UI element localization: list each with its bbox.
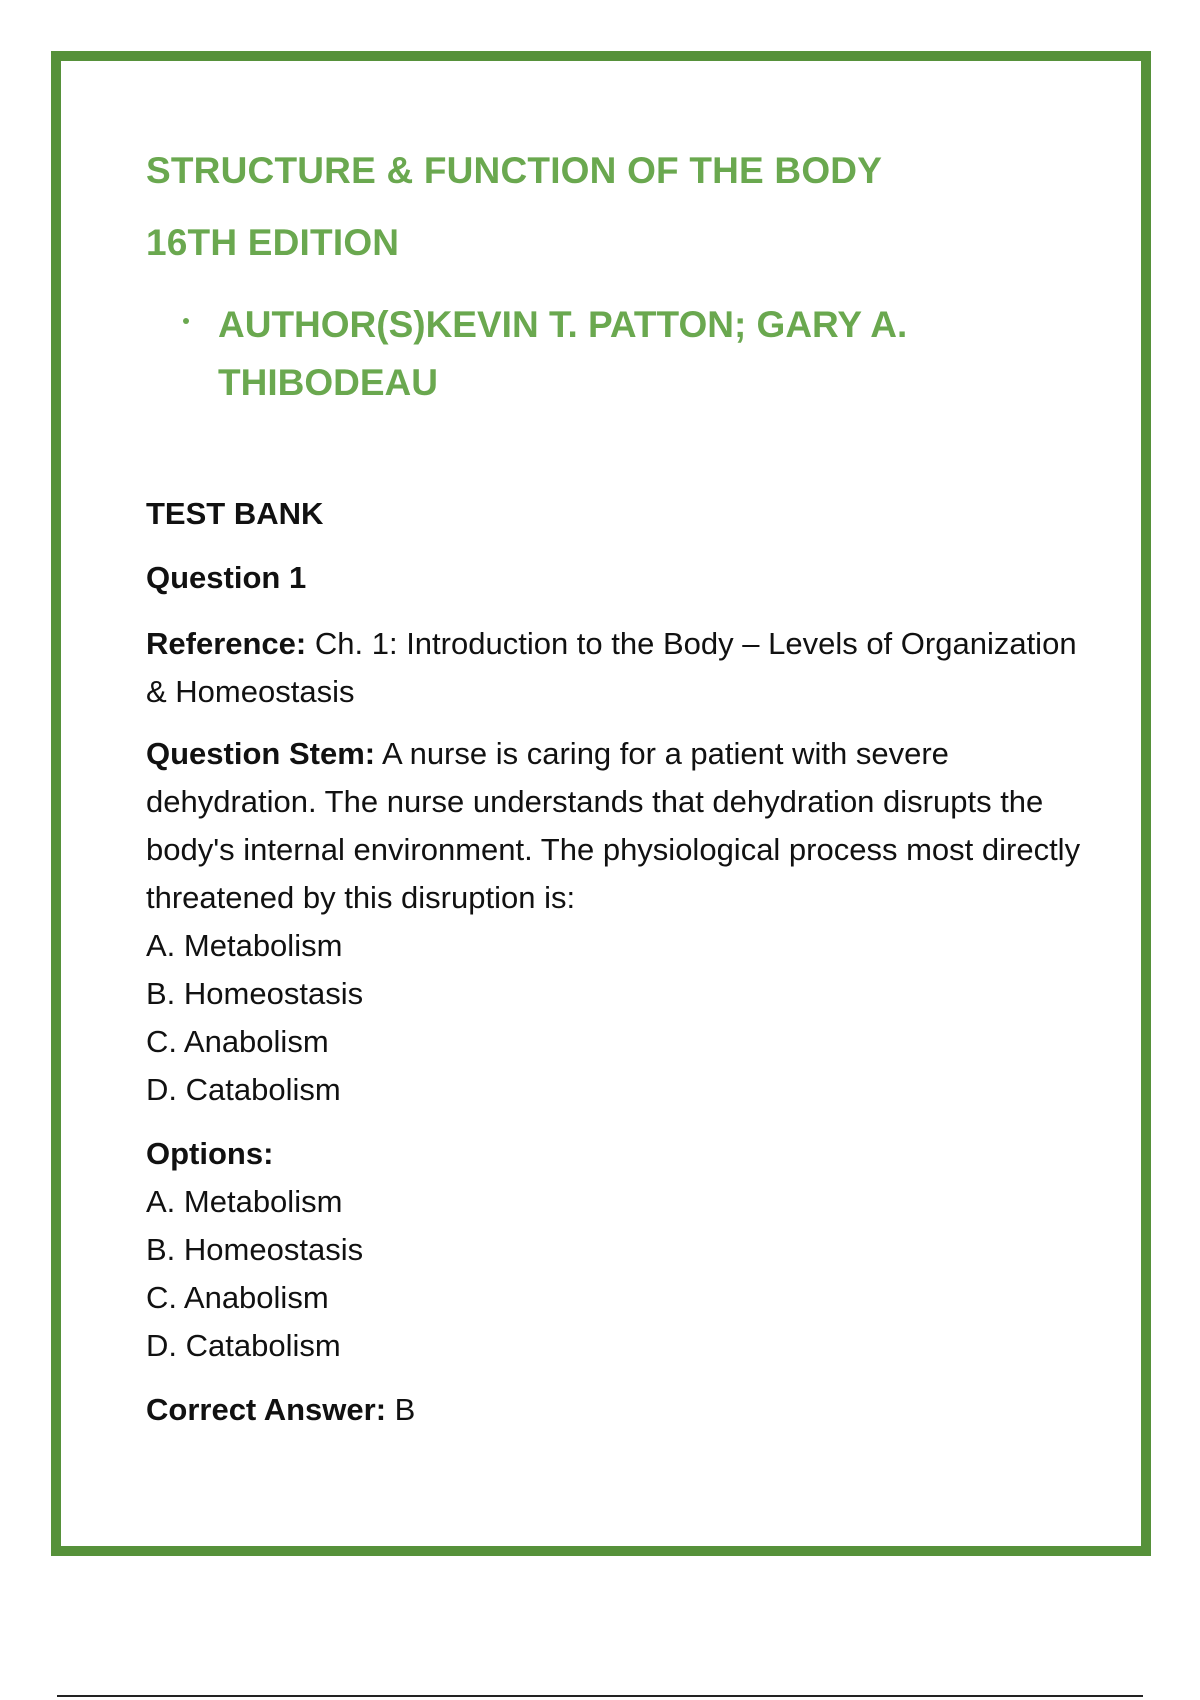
bullet-dot-icon (183, 318, 189, 324)
options-label: Options: (146, 1136, 274, 1171)
reference-label: Reference: (146, 626, 307, 661)
stem-choice: C. Anabolism (146, 1024, 329, 1059)
stem-choice: D. Catabolism (146, 1072, 341, 1107)
answer-label: Correct Answer: (146, 1392, 387, 1427)
option-item: C. Anabolism (146, 1280, 329, 1315)
stem-choice: B. Homeostasis (146, 976, 364, 1011)
stem-text: A nurse is caring for a patient with severe dehydration. The nurse understands that dehydration disrupts the body's internal environment. The physiological process most directly threatened by this disruption is: (146, 736, 1081, 915)
options-block (146, 1130, 1086, 1370)
footer-divider (57, 1695, 1143, 1697)
stem-choice: A. Metabolism (146, 928, 343, 963)
option-item: B. Homeostasis (146, 1232, 364, 1267)
answer-value: B (394, 1392, 416, 1427)
book-title: STRUCTURE & FUNCTION OF THE BODY (146, 150, 883, 191)
question-title: Question 1 (146, 560, 307, 595)
stem-label: Question Stem: (146, 736, 376, 771)
option-item: A. Metabolism (146, 1184, 343, 1219)
correct-answer (146, 1386, 1086, 1434)
reference-paragraph (146, 620, 1086, 716)
author-line: AUTHOR(S)KEVIN T. PATTON; GARY A. THIBODEAU (218, 304, 908, 403)
question-stem (146, 730, 1086, 1114)
reference-text: Ch. 1: Introduction to the Body – Levels of Organization & Homeostasis (146, 626, 1077, 709)
edition-label: 16TH EDITION (146, 222, 400, 263)
option-item: D. Catabolism (146, 1328, 341, 1363)
section-label: TEST BANK (146, 496, 324, 531)
